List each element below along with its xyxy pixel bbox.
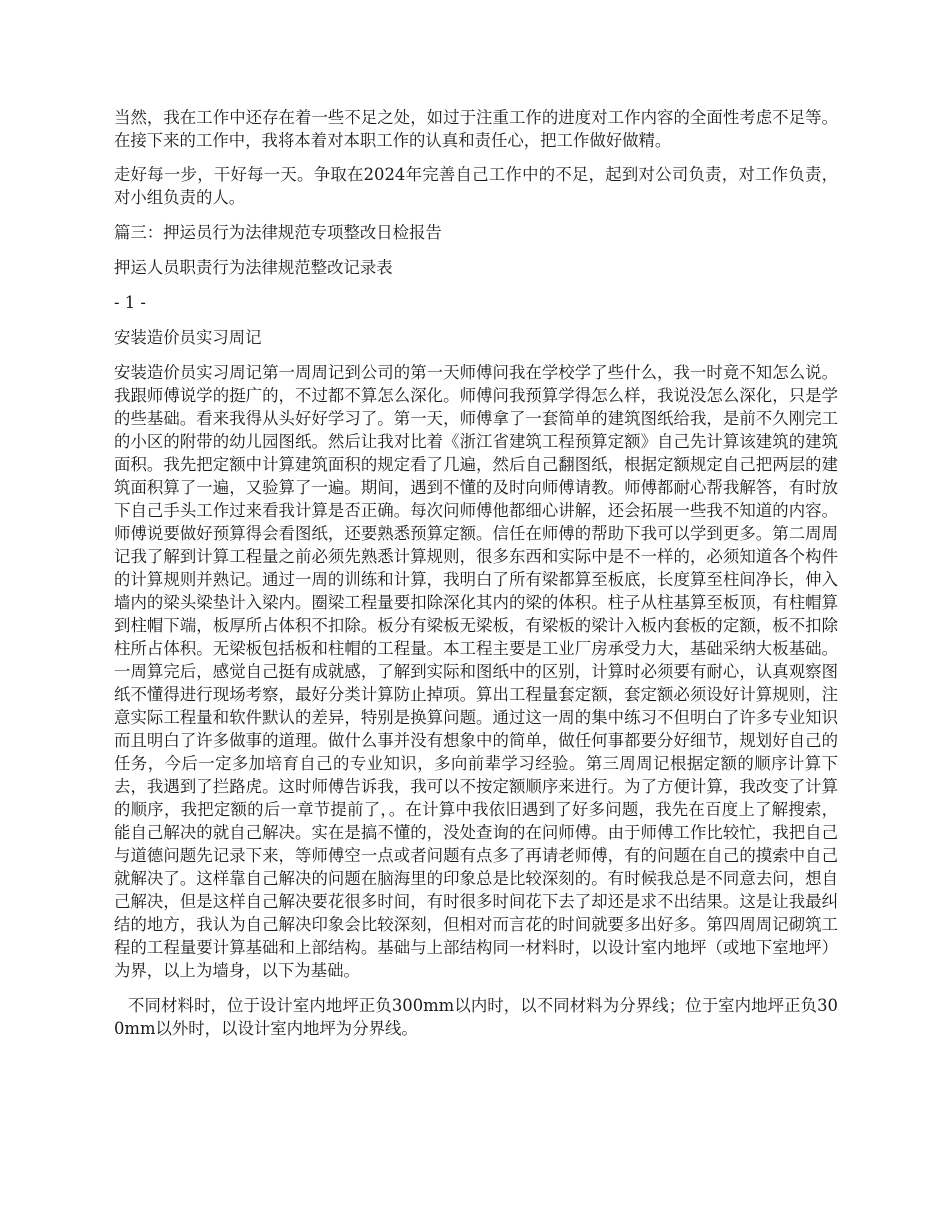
- paragraph-material-boundary: 不同材料时，位于设计室内地坪正负300mm以内时，以不同材料为分界线；位于室内地坪正负300mm以外时，以设计室内地坪为分界线。: [114, 996, 838, 1038]
- page-number: - 1 -: [114, 293, 146, 312]
- paragraph-weekly-journal: 安装造价员实习周记第一周周记到公司的第一天师傅问我在学校学了些什么，我一时竟不知怎么说。我跟师傅说学的挺广的，不过都不算怎么深化。师傅问我预算学得怎么样，我说没怎么深化，只是学的些基础。看来我得从头好好学习了。第一天，师傅拿了一套简单的建筑图纸给我，是前不久刚完工的小区的附带的幼儿园图纸。然后让我对比着《浙江省建筑工程预算定额》自己先计算该建筑的建筑面积。我先把定额中计算建筑面积的规定看了几遍，然后自己翻图纸，根据定额规定自己把两层的建筑面积算了一遍，又验算了一遍。期间，遇到不懂的及时向师傅请教。师傅都耐心帮我解答，有时放下自己手头工作过来看我计算是否正确。每次问师傅他都细心讲解，还会拓展一些我不知道的内容。师傅说要做好预算得会看图纸，还要熟悉预算定额。信任在师傅的帮助下我可以学到更多。第二周周记我了解到计算工程量之前必须先熟悉计算规则，很多东西和实际中是不一样的，必须知道各个构件的计算规则并熟记。通过一周的训练和计算，我明白了所有梁都算至板底，长度算至柱间净长，伸入墙内的梁头梁垫计入梁内。圈梁工程量要扣除深化其内的梁的体积。柱子从柱基算至板顶，有柱帽算到柱帽下端，板厚所占体积不扣除。板分有梁板无梁板，有梁板的梁计入板内套板的定额，板不扣除柱所占体积。无梁板包括板和柱帽的工程量。本工程主要是工业厂房承受力大，基础采纳大板基础。一周算完后，感觉自己挺有成就感，了解到实际和图纸中的区别，计算时必须要有耐心，认真观察图纸不懂得进行现场考察，最好分类计算防止掉项。算出工程量套定额，套定额必须设好计算规则，注意实际工程量和软件默认的差异，特别是换算问题。通过这一周的集中练习不但明白了许多专业知识而且明白了许多做事的道理。做什么事并没有想象中的简单，做任何事都要分好细节，规划好自己的任务，今后一定多加培育自己的专业知识，多向前辈学习经验。第三周周记根据定额的顺序计算下去，我遇到了拦路虎。这时师傅告诉我，我可以不按定额顺序来进行。为了方便计算，我改变了计算的顺序，我把定额的后一章节提前了，。在计算中我依旧遇到了好多问题，我先在百度上了解搜索，能自己解决的就自己解决。实在是搞不懂的，没处查询的在问师傅。由于师傅工作比较忙，我把自己与道德问题先记录下来，等师傅空一点或者问题有点多了再请老师傅，有的问题在自己的摸索中自己就解决了。这样靠自己解决的问题在脑海里的印象总是比较深刻的。有时候我总是不同意去问，想自己解决，但是这样自己解决要花很多时间，有时很多时间花下去了却还是求不出结果。这是让我最纠结的地方，我认为自己解决印象会比较深刻，但相对而言花的时间就要多出好多。第四周周记砌筑工程的工程量要计算基础和上部结构。基础与上部结构同一材料时，以设计室内地坪（或地下室地坪）为界，以上为墙身，以下为基础。: [114, 363, 838, 980]
- article-title: 安装造价员实习周记: [114, 328, 262, 347]
- section-heading: 篇三：押运员行为法律规范专项整改日检报告: [114, 223, 442, 242]
- document-page: [114, 106, 838, 1040]
- table-title: 押运人员职责行为法律规范整改记录表: [114, 258, 393, 277]
- paragraph-conclusion: 当然，我在工作中还存在着一些不足之处，如过于注重工作的进度对工作内容的全面性考虑不足等。在接下来的工作中，我将本着对本职工作的认真和责任心，把工作做好做精。: [114, 108, 838, 150]
- paragraph-goal: 走好每一步，干好每一天。争取在2024年完善自己工作中的不足，起到对公司负责，对工作负责，对小组负责的人。: [114, 165, 838, 207]
